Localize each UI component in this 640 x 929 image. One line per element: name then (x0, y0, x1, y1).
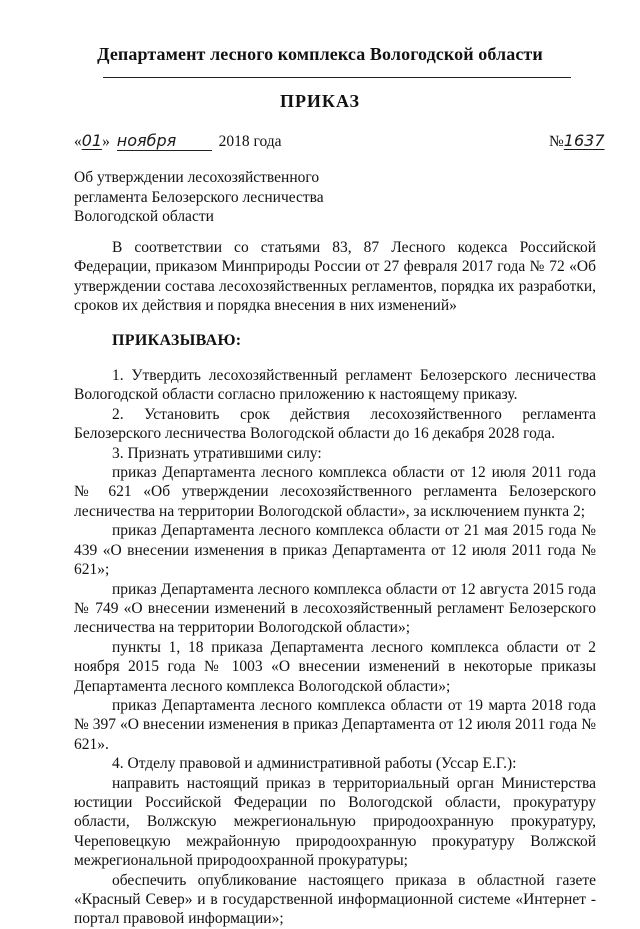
date-open-quote: « (74, 133, 82, 150)
order-item: приказ Департамента лесного комплекса области от 12 июля 2011 года № 621 «Об утверждении лесохозяйственного регламента Белозерского лесничества на территории Вологодской области», за исключением пункта 2; (74, 464, 596, 520)
order-number (549, 131, 605, 151)
date-close-quote: » (102, 133, 110, 150)
order-item: пункты 1, 18 приказа Департамента лесного комплекса области от 2 ноября 2015 года № 1003 «О внесении изменений в некоторые приказы Департамента лесного комплекса Вологодской области»; (74, 638, 596, 695)
order-date (74, 131, 282, 151)
order-subject (74, 168, 324, 227)
date-day-handwritten: 01 (81, 131, 103, 150)
order-item: направить настоящий приказ в территориальный орган Министерства юстиции Российской Федерации по Вологодской области, прокуратуру области, Волжскую межрегиональную природоохранную прокуратуру, Череповецкую межрайонную природоохранную прокуратуру Волжской межрегиональной природоохранной прокуратуры; (74, 774, 596, 870)
order-item: приказ Департамента лесного комплекса области от 19 марта 2018 года № 397 «О внесении изменения в приказ Департамента от 12 июля 2011 года № 621». (74, 696, 596, 753)
header-divider (103, 77, 571, 78)
subject-line: Об утверждении лесохозяйственного (74, 169, 320, 186)
order-item: 4. Отделу правовой и административной работы (Уссар Е.Г.): (112, 755, 517, 773)
date-year: 2018 года (218, 133, 282, 150)
order-item: обеспечить опубликование настоящего приказа в областной газете «Красный Север» и в государственной информационной системе «Интернет - портал правовой информации»; (74, 871, 596, 928)
order-item: приказ Департамента лесного комплекса области от 12 августа 2015 года № 749 «О внесении изменений в лесохозяйственный регламент Белозерского лесничества на территории Вологодской области»; (74, 580, 596, 637)
order-title: ПРИКАЗ (279, 91, 361, 111)
subject-line: регламента Белозерского лесничества (74, 188, 324, 206)
order-item: приказ Департамента лесного комплекса области от 21 мая 2015 года № 439 «О внесении изменения в приказ Департамента от 12 июля 2011 года № 621»; (74, 522, 596, 579)
number-prefix: № (549, 133, 564, 150)
order-item: 3. Признать утратившими силу: (112, 444, 322, 462)
date-month-handwritten: ноября (117, 131, 212, 151)
order-body (74, 238, 596, 929)
subject-line: Вологодской области (74, 208, 214, 225)
order-word: ПРИКАЗЫВАЮ: (112, 331, 242, 349)
order-item: 2. Установить срок действия лесохозяйственного регламента Белозерского лесничества Вологодской области до 16 декабря 2028 года. (74, 405, 596, 443)
order-item: 1. Утвердить лесохозяйственный регламент Белозерского лесничества Вологодской области согласно приложению к настоящему приказу. (74, 367, 596, 404)
preamble-paragraph: В соответствии со статьями 83, 87 Лесного кодекса Российской Федерации, приказом Минприроды России от 27 февраля 2017 года № 72 «Об утверждении состава лесохозяйственных регламентов, порядка их разработки, сроков их действия и порядка внесения в них изменений» (74, 239, 596, 315)
number-value-handwritten: 1637 (563, 131, 605, 150)
department-name: Департамент лесного комплекса Вологодской области (97, 44, 543, 64)
